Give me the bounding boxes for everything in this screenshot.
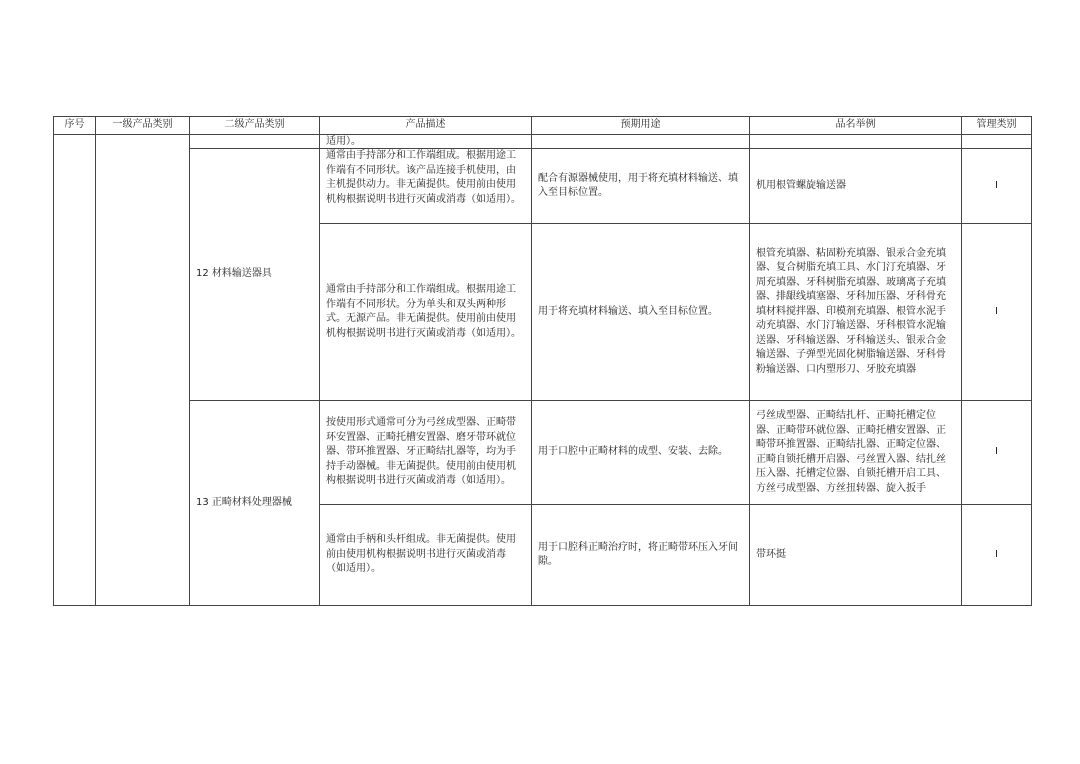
examples-cell: 机用根管螺旋输送器 xyxy=(750,149,962,224)
use-cell: 用于口腔科正畸治疗时，将正畸带环压入牙间隙。 xyxy=(532,505,750,606)
header-intended-use: 预期用途 xyxy=(532,117,750,135)
header-description: 产品描述 xyxy=(320,117,532,135)
header-level2-category: 二级产品类别 xyxy=(190,117,320,135)
table-header-row xyxy=(54,117,1032,135)
examples-cont-cell xyxy=(750,135,962,149)
management-class-cell: I xyxy=(962,224,1032,401)
examples-cell: 弓丝成型器、正畸结扎杆、正畸托槽定位器、正畸带环就位器、正畸托槽安置器、正畸带环推置器、正畸结扎器、正畸定位器、正畸自锁托槽开启器、弓丝置入器、结扎丝压入器、托槽定位器、自锁托槽开启工具、方丝弓成型器、方丝扭转器、旋入扳手 xyxy=(750,401,962,505)
continuation-row xyxy=(54,135,1032,149)
use-cell: 用于口腔中正畸材料的成型、安装、去除。 xyxy=(532,401,750,505)
table-row xyxy=(54,149,1032,224)
use-cont-cell xyxy=(532,135,750,149)
examples-cell: 带环挺 xyxy=(750,505,962,606)
header-level1-category: 一级产品类别 xyxy=(96,117,190,135)
table-row xyxy=(54,401,1032,505)
management-class-cell: I xyxy=(962,401,1032,505)
use-cell: 用于将充填材料输送、填入至目标位置。 xyxy=(532,224,750,401)
header-serial: 序号 xyxy=(54,117,96,135)
description-cell: 通常由手柄和头杆组成。非无菌提供。使用前由使用机构根据说明书进行灭菌或消毒（如适用）。 xyxy=(320,505,532,606)
use-cell: 配合有源器械使用，用于将充填材料输送、填入至目标位置。 xyxy=(532,149,750,224)
examples-cell: 根管充填器、粘固粉充填器、银汞合金充填器、复合树脂充填工具、水门汀充填器、牙周充填器、牙科树脂充填器、玻璃离子充填器、排龈线填塞器、牙科加压器、牙科骨充填材料搅拌器、印模剂充填器、根管水泥手动充填器、水门汀输送器、牙科根管水泥输送器、牙科输送器、牙科输送头、银汞合金输送器、子弹型光固化树脂输送器、牙科骨粉输送器、口内塑形刀、牙胶充填器 xyxy=(750,224,962,401)
level2-category: 12 材料输送器具 xyxy=(190,149,320,401)
management-class-cell: I xyxy=(962,505,1032,606)
class-cont-cell xyxy=(962,135,1032,149)
description-cell: 通常由手持部分和工作端组成。根据用途工作端有不同形状。该产品连接手机使用，由主机提供动力。非无菌提供。使用前由使用机构根据说明书进行灭菌或消毒（如适用）。 xyxy=(320,149,532,224)
header-examples: 品名举例 xyxy=(750,117,962,135)
level2-cont-cell xyxy=(190,135,320,149)
level2-category: 13 正畸材料处理器械 xyxy=(190,401,320,606)
management-class-cell: I xyxy=(962,149,1032,224)
header-management-class: 管理类别 xyxy=(962,117,1032,135)
serial-cell xyxy=(54,135,96,606)
continuation-text: 适用）。 xyxy=(320,135,532,149)
level1-cell xyxy=(96,135,190,606)
product-classification-table xyxy=(53,116,1032,606)
description-cell: 通常由手持部分和工作端组成。根据用途工作端有不同形状。分为单头和双头两种形式。无源产品。非无菌提供。使用前由使用机构根据说明书进行灭菌或消毒（如适用）。 xyxy=(320,224,532,401)
description-cell: 按使用形式通常可分为弓丝成型器、正畸带环安置器、正畸托槽安置器、磨牙带环就位器、带环推置器、牙正畸结扎器等，均为手持手动器械。非无菌提供。使用前由使用机构根据说明书进行灭菌或消毒（如适用）。 xyxy=(320,401,532,505)
